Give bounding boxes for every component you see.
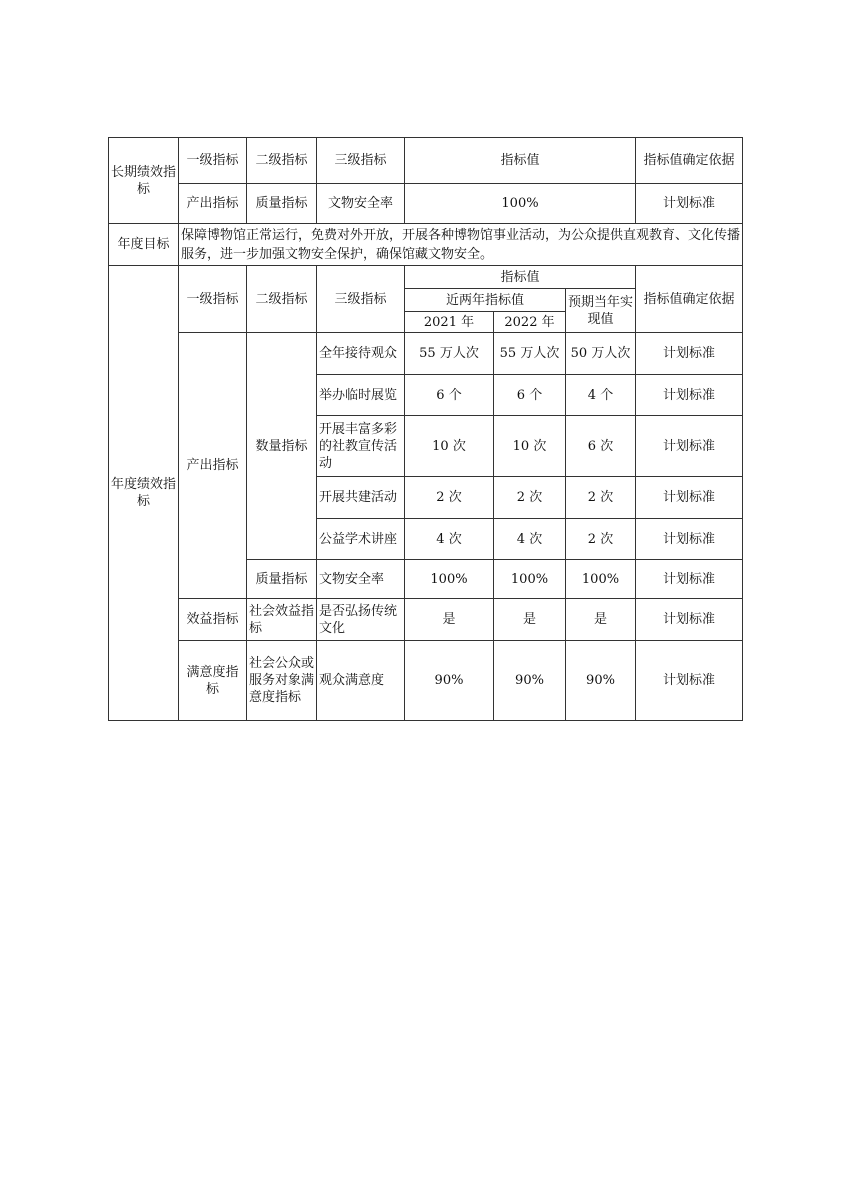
value-2021: 6 个: [405, 375, 494, 416]
value-basis: 计划标准: [636, 375, 743, 416]
value-2021: 55 万人次: [405, 333, 494, 375]
value-expected: 2 次: [566, 519, 636, 560]
annual-header-basis: 指标值确定依据: [636, 266, 743, 333]
indicator-name: 全年接待观众: [317, 333, 405, 375]
header-level1: 一级指标: [179, 138, 247, 184]
annual-goal-text: 保障博物馆正常运行，免费对外开放，开展各种博物馆事业活动，为公众提供直观教育、文化传播服务，进一步加强文物安全保护，确保馆藏文物安全。: [179, 224, 743, 266]
value-2022: 是: [494, 599, 566, 641]
value-basis: 计划标准: [636, 641, 743, 721]
performance-table: [108, 137, 743, 721]
header-level2: 二级指标: [247, 138, 317, 184]
value-expected: 90%: [566, 641, 636, 721]
value-basis: 计划标准: [636, 599, 743, 641]
long-term-basis: 计划标准: [636, 184, 743, 224]
table-row: [109, 333, 743, 375]
value-expected: 2 次: [566, 477, 636, 519]
annual-header-level2: 二级指标: [247, 266, 317, 333]
header-level3: 三级指标: [317, 138, 405, 184]
value-2021: 2 次: [405, 477, 494, 519]
value-2021: 90%: [405, 641, 494, 721]
value-expected: 是: [566, 599, 636, 641]
value-expected: 6 次: [566, 416, 636, 477]
value-expected: 50 万人次: [566, 333, 636, 375]
value-2021: 是: [405, 599, 494, 641]
annual-section-label: 年度绩效指标: [109, 266, 179, 721]
value-basis: 计划标准: [636, 560, 743, 599]
value-2021: 4 次: [405, 519, 494, 560]
social-benefit-label: 社会效益指标: [247, 599, 317, 641]
indicator-name: 公益学术讲座: [317, 519, 405, 560]
public-satisfaction-label: 社会公众或服务对象满意度指标: [247, 641, 317, 721]
indicator-name: 是否弘扬传统文化: [317, 599, 405, 641]
value-2022: 6 个: [494, 375, 566, 416]
value-basis: 计划标准: [636, 333, 743, 375]
indicator-name: 文物安全率: [317, 560, 405, 599]
header-value: 指标值: [405, 138, 636, 184]
long-term-level2: 质量指标: [247, 184, 317, 224]
quantity-label: 数量指标: [247, 333, 317, 560]
value-basis: 计划标准: [636, 416, 743, 477]
indicator-name: 开展共建活动: [317, 477, 405, 519]
satisfaction-label: 满意度指标: [179, 641, 247, 721]
indicator-name: 开展丰富多彩的社教宣传活动: [317, 416, 405, 477]
value-basis: 计划标准: [636, 477, 743, 519]
quality-label: 质量指标: [247, 560, 317, 599]
value-2021: 10 次: [405, 416, 494, 477]
value-2022: 10 次: [494, 416, 566, 477]
annual-header-expected: 预期当年实现值: [566, 289, 636, 333]
value-2022: 4 次: [494, 519, 566, 560]
output-label: 产出指标: [179, 333, 247, 599]
annual-header-level1: 一级指标: [179, 266, 247, 333]
value-basis: 计划标准: [636, 519, 743, 560]
indicator-name: 观众满意度: [317, 641, 405, 721]
annual-goal-label: 年度目标: [109, 224, 179, 266]
value-expected: 4 个: [566, 375, 636, 416]
header-basis: 指标值确定依据: [636, 138, 743, 184]
indicator-name: 举办临时展览: [317, 375, 405, 416]
table-row: [109, 641, 743, 721]
annual-header-2021: 2021 年: [405, 312, 494, 333]
long-term-section-label: 长期绩效指标: [109, 138, 179, 224]
value-2022: 2 次: [494, 477, 566, 519]
long-term-level3: 文物安全率: [317, 184, 405, 224]
annual-header-recent: 近两年指标值: [405, 289, 566, 312]
annual-header-level3: 三级指标: [317, 266, 405, 333]
value-2021: 100%: [405, 560, 494, 599]
long-term-value: 100%: [405, 184, 636, 224]
value-2022: 90%: [494, 641, 566, 721]
value-2022: 55 万人次: [494, 333, 566, 375]
table-row: [109, 599, 743, 641]
value-expected: 100%: [566, 560, 636, 599]
benefit-label: 效益指标: [179, 599, 247, 641]
long-term-level1: 产出指标: [179, 184, 247, 224]
value-2022: 100%: [494, 560, 566, 599]
annual-header-2022: 2022 年: [494, 312, 566, 333]
annual-header-value: 指标值: [405, 266, 636, 289]
